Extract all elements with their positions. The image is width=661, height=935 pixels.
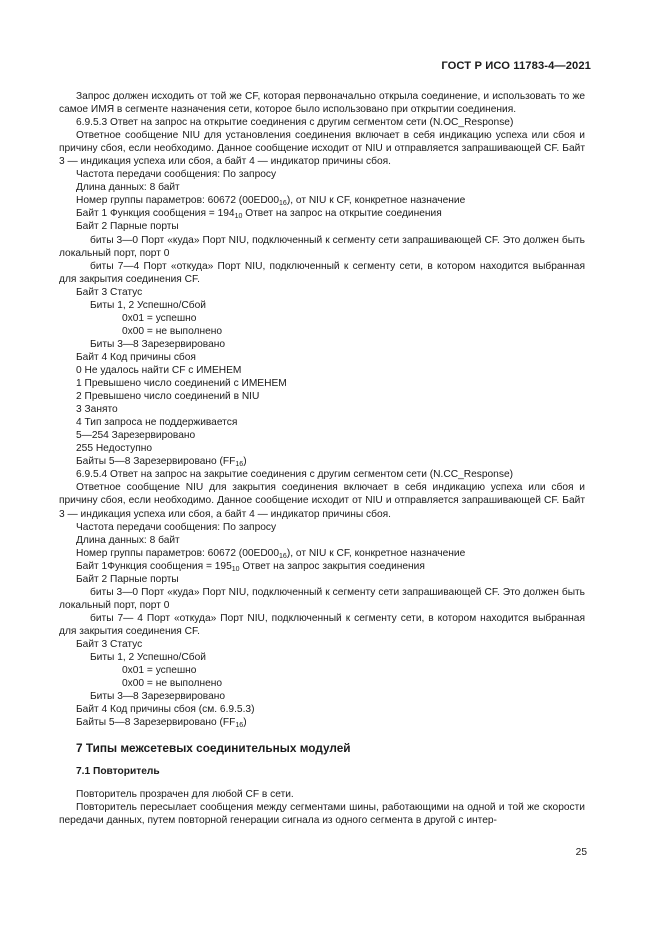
field-line: Байт 2 Парные порты: [76, 573, 179, 585]
list-item: 4 Тип запроса не поддерживается: [76, 417, 238, 429]
bits-description: биты 7—4 Порт «откуда» Порт NIU, подключенный к сегменту сети, в котором находится выбранная для закрытия соединения CF.: [59, 260, 585, 285]
bits-description: биты 3—0 Порт «куда» Порт NIU, подключенный к сегменту сети запрашивающей CF. Это должен быть локальный порт, порт 0: [59, 234, 585, 259]
field-line: Байт 1Функция сообщения = $195_{10}$ Ответ на запрос закрытия соединения: [76, 560, 425, 573]
bits-description: биты 7— 4 Порт «откуда» Порт NIU, подключенный к сегменту сети, в котором находится выбранная для закрытия соединения CF.: [59, 612, 585, 637]
field-line: Частота передачи сообщения: По запросу: [76, 521, 277, 533]
field-line: Байт 2 Парные порты: [76, 221, 179, 233]
paragraph: Повторитель прозрачен для любой CF в сети.: [76, 789, 294, 801]
section-heading-7-1: 7.1 Повторитель: [76, 766, 160, 778]
section-heading-7: 7 Типы межсетевых соединительных модулей: [76, 741, 351, 756]
field-line: Биты 3—8 Зарезервировано: [90, 338, 226, 350]
field-line: 0x01 = успешно: [122, 312, 197, 324]
field-line: Байт 4 Код причины сбоя (см. 6.9.5.3): [76, 704, 255, 716]
field-line: 0x00 = не выполнено: [122, 325, 223, 337]
field-line: Биты 3—8 Зарезервировано: [90, 691, 226, 703]
bits-description: биты 3—0 Порт «куда» Порт NIU, подключенный к сегменту сети запрашивающей CF. Это должен быть локальный порт, порт 0: [59, 586, 585, 611]
paragraph: Запрос должен исходить от той же CF, которая первоначально открыла соединение, и использовать то же самое ИМЯ в сегменте назначения сети, которое было использовано при открытии соединения.: [59, 91, 585, 116]
field-line: Байт 3 Статус: [76, 286, 143, 298]
field-line: Длина данных: 8 байт: [76, 534, 180, 546]
field-line: Частота передачи сообщения: По запросу: [76, 169, 277, 181]
field-line: Длина данных: 8 байт: [76, 182, 180, 194]
field-line: 0x00 = не выполнено: [122, 678, 223, 690]
field-line: Биты 1, 2 Успешно/Сбой: [90, 652, 206, 664]
field-line: Номер группы параметров: 60672 $(00ED00_{16})$, от NIU к CF, конкретное назначение: [76, 547, 466, 560]
list-item: 2 Превышено число соединений в NIU: [76, 391, 260, 403]
field-line: Байт 4 Код причины сбоя: [76, 351, 196, 363]
document-header: ГОСТ Р ИСО 11783-4—2021: [441, 60, 591, 72]
list-item: 0 Не удалось найти CF с ИМЕНЕМ: [76, 364, 242, 376]
page-number: 25: [575, 847, 587, 858]
field-line: Байт 3 Статус: [76, 638, 143, 650]
field-line: Байт 1 Функция сообщения = $194_{10}$ Ответ на запрос на открытие соединения: [76, 208, 442, 221]
subsection-heading-6-9-5-3: 6.9.5.3 Ответ на запрос на открытие соединения с другим сегментом сети (N.OC_Response): [76, 117, 514, 129]
field-line: Байты 5—8 Зарезервировано $(FF_{16})$: [76, 717, 247, 730]
field-line: Номер группы параметров: 60672 $(00ED00_{16})$, от NIU к CF, конкретное назначение: [76, 195, 466, 208]
paragraph: Ответное сообщение NIU для закрытия соединения включает в себя индикацию успеха или сбоя и причину сбоя, если необходимо. Данное сообщение исходит от NIU и отправляется запрашивающей CF. Байт 3 — индикация успеха или сбоя, а байт 4 — индикатор причины сбоя.: [59, 482, 585, 520]
field-line: Байты 5—8 Зарезервировано $(FF_{16})$: [76, 456, 247, 469]
page-body: [59, 90, 585, 827]
subsection-heading-6-9-5-4: 6.9.5.4 Ответ на запрос на закрытие соединения с другим сегментом сети (N.CC_Response): [76, 469, 514, 481]
paragraph: Повторитель пересылает сообщения между сегментами шины, работающими на одной и той же скорости передачи данных, путем повторной генерации сигнала из одного сегмента в другой с интер-: [59, 802, 585, 827]
field-line: 0x01 = успешно: [122, 665, 197, 677]
list-item: 255 Недоступно: [76, 443, 153, 455]
field-line: Биты 1, 2 Успешно/Сбой: [90, 299, 206, 311]
list-item: 3 Занято: [76, 404, 118, 416]
list-item: 5—254 Зарезервировано: [76, 430, 196, 442]
paragraph: Ответное сообщение NIU для установления соединения включает в себя индикацию успеха или сбоя и причину сбоя, если необходимо. Данное сообщение исходит от NIU и отправляется запрашивающей CF. Байт 3 — индикация успеха или сбоя, а байт 4 — индикатор причины сбоя.: [59, 130, 585, 168]
list-item: 1 Превышено число соединений с ИМЕНЕМ: [76, 378, 287, 390]
